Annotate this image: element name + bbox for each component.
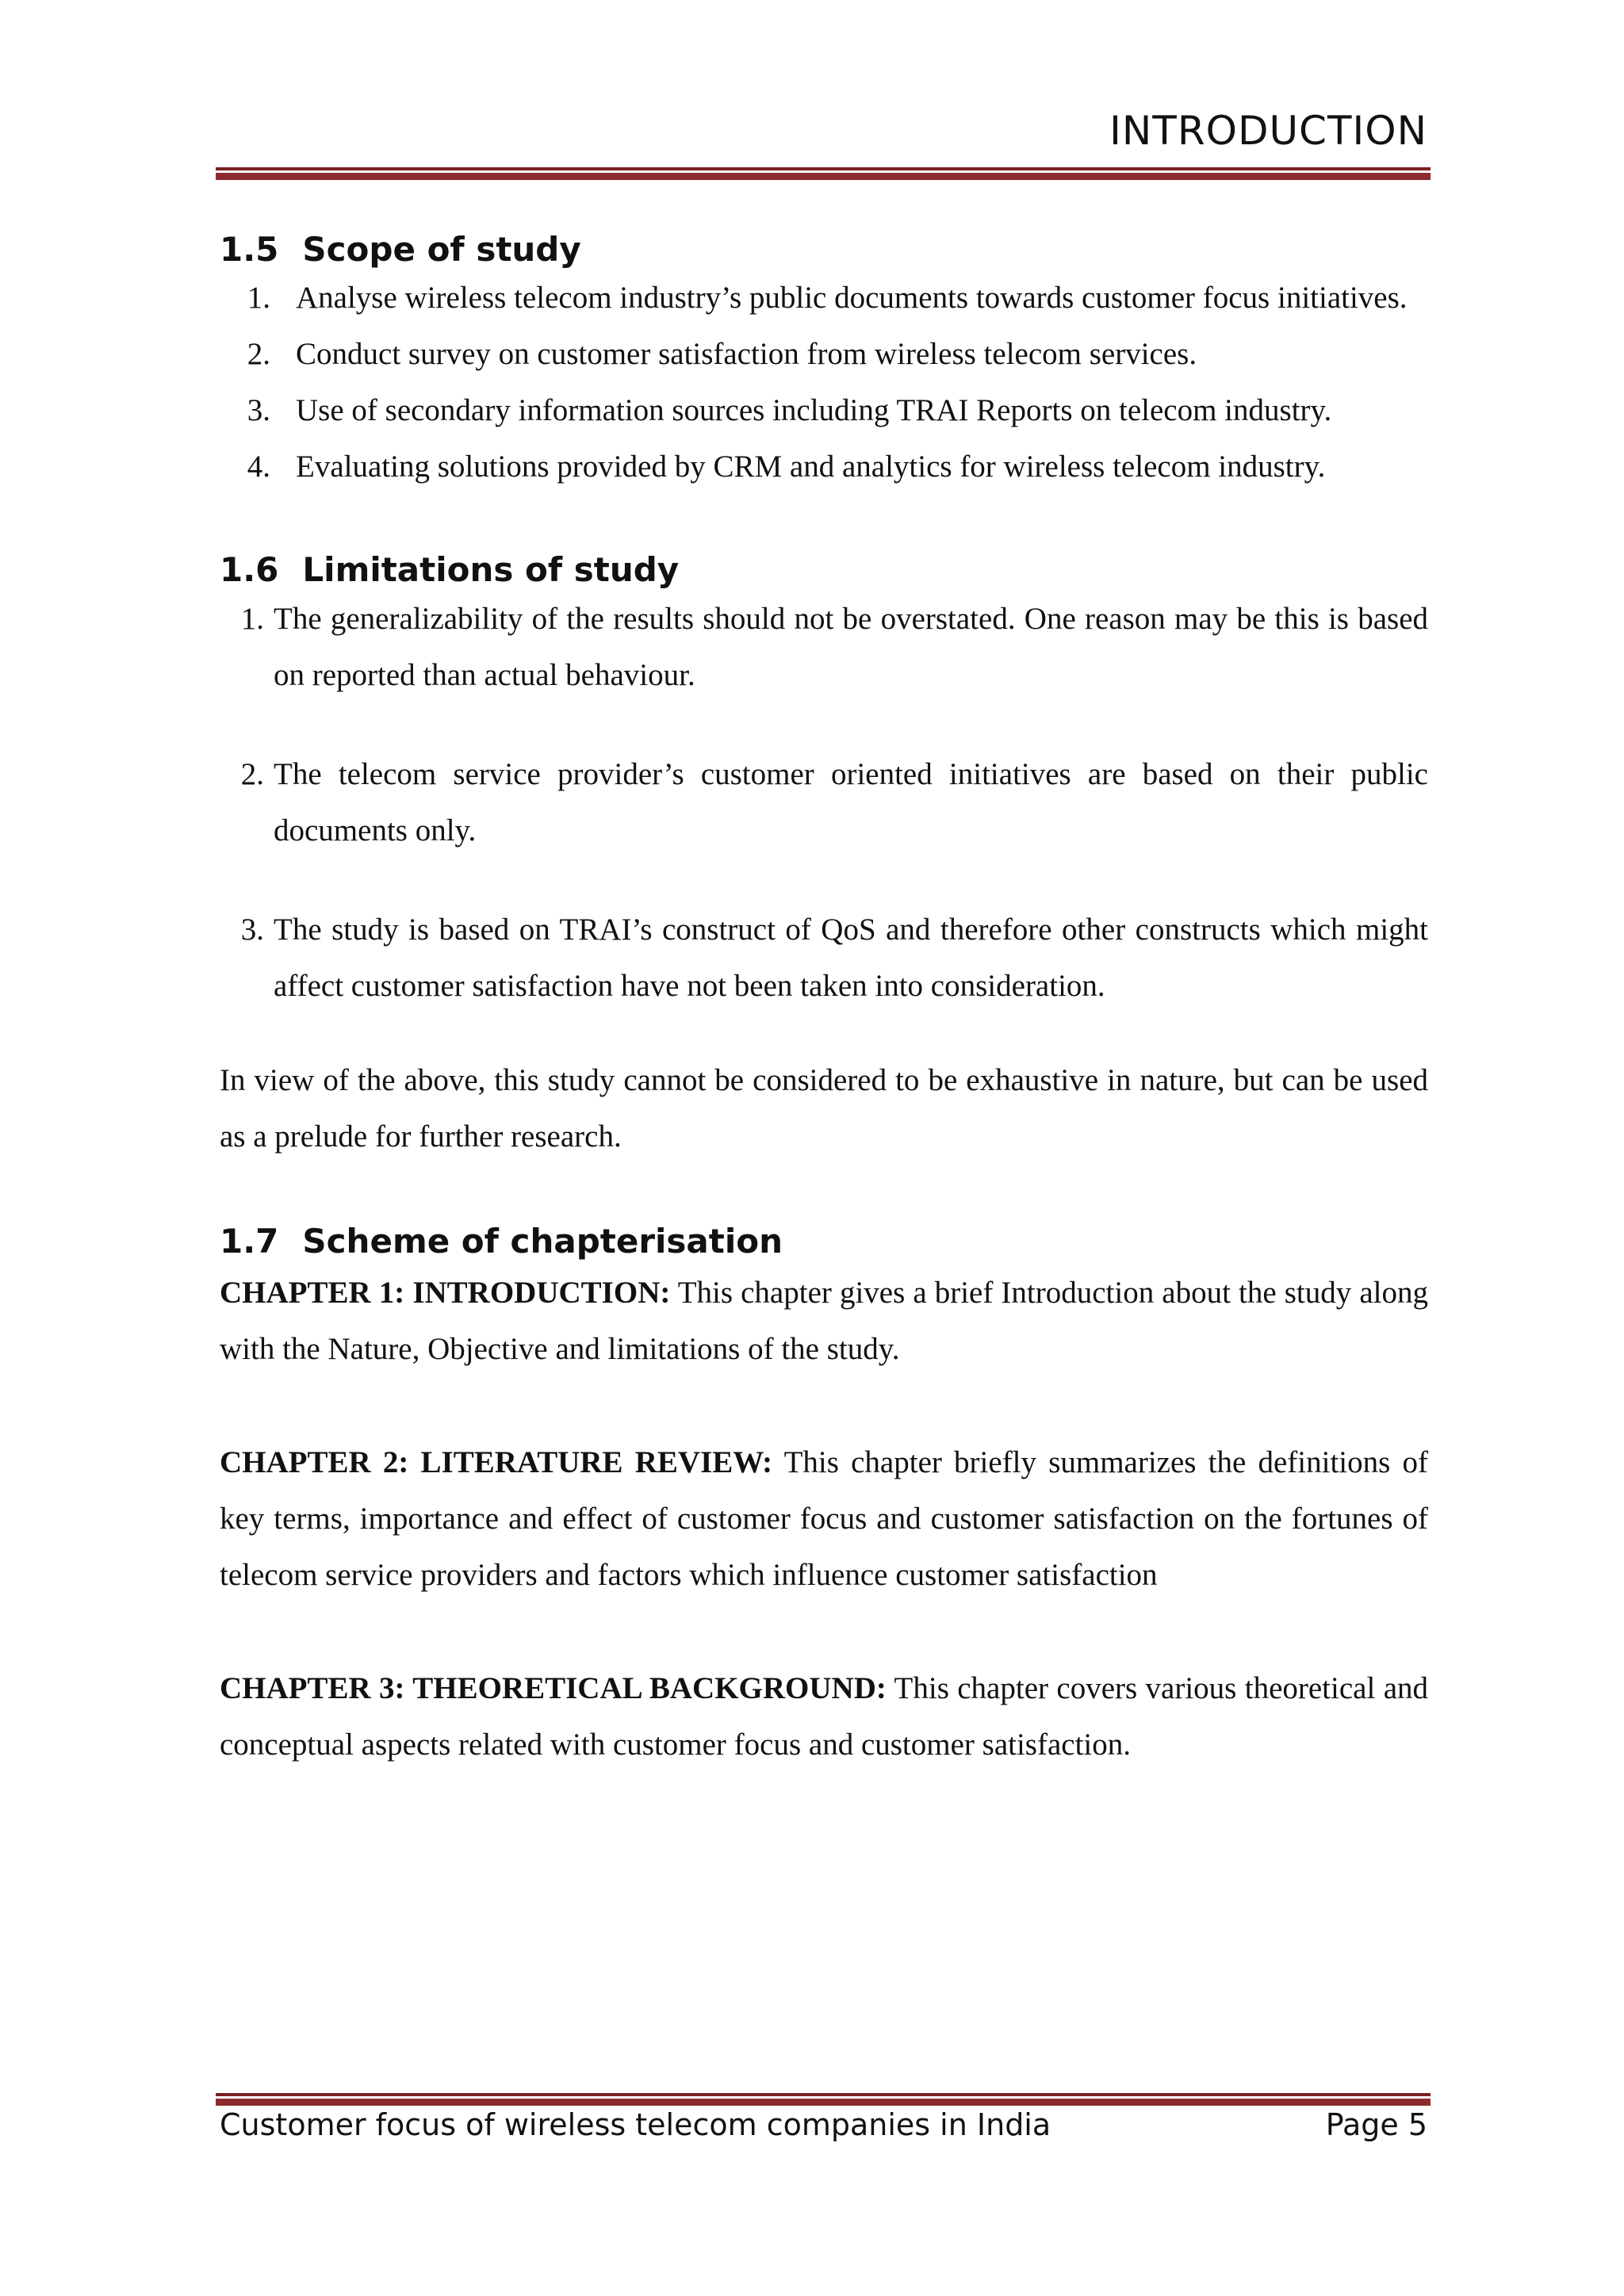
section-heading-scheme <box>220 1222 1428 1261</box>
section-title: Limitations of study <box>302 550 680 590</box>
chapter-text: This chapter covers various theoretical and conceptual aspects related with customer focus and customer satisfaction. <box>220 1671 1428 1762</box>
list-text: The study is based on TRAI’s construct of QoS and therefore other constructs which might affect customer satisfaction have not been taken into consideration. <box>274 912 1428 1003</box>
list-number: 4. <box>247 450 270 484</box>
section-number: 1.6 <box>220 550 279 590</box>
page-number: Page 5 <box>1325 2107 1427 2142</box>
running-header: INTRODUCTION <box>1109 108 1427 154</box>
chapter-description <box>220 1660 1428 1773</box>
header-rule <box>216 167 1431 180</box>
chapter-text: This chapter gives a brief Introduction about the study along with the Nature, Objective and limitations of the study. <box>220 1276 1428 1367</box>
list-text: Analyse wireless telecom industry’s public documents towards customer focus initiatives. <box>296 281 1408 316</box>
limitations-conclusion: In view of the above, this study cannot be considered to be exhaustive in nature, but can be used as a prelude for further research. <box>220 1062 1428 1154</box>
list-item <box>220 901 1428 1014</box>
list-text: Conduct survey on customer satisfaction from wireless telecom services. <box>296 337 1197 372</box>
chapter-label: CHAPTER 3: THEORETICAL BACKGROUND: <box>220 1671 887 1706</box>
chapter-label: CHAPTER 1: INTRODUCTION: <box>220 1276 671 1311</box>
list-item <box>220 746 1428 859</box>
section-title: Scheme of chapterisation <box>302 1221 783 1261</box>
section-number: 1.7 <box>220 1221 279 1261</box>
section-heading-limitations <box>220 550 1428 590</box>
chapter-text: This chapter briefly summarizes the definitions of key terms, importance and effect of customer focus and customer satisfaction on the fortunes of telecom service providers and factors which influence customer satisfaction <box>220 1445 1428 1593</box>
list-item <box>220 382 1428 438</box>
list-number: 1. <box>240 601 264 636</box>
section-title: Scope of study <box>302 230 581 269</box>
list-item <box>220 326 1428 382</box>
chapter-description <box>220 1265 1428 1377</box>
page-content <box>220 230 1428 1830</box>
chapter-description <box>220 1434 1428 1603</box>
footer-title: Customer focus of wireless telecom companies in India <box>220 2107 1051 2142</box>
section-number: 1.5 <box>220 230 279 269</box>
section-heading-scope <box>220 230 1428 270</box>
footer-rule <box>216 2093 1431 2106</box>
list-text: Evaluating solutions provided by CRM and analytics for wireless telecom industry. <box>296 450 1326 484</box>
list-number: 3. <box>240 912 264 947</box>
list-number: 3. <box>247 393 270 428</box>
list-text: The telecom service provider’s customer oriented initiatives are based on their public documents only. <box>274 756 1428 848</box>
list-item <box>220 591 1428 703</box>
chapter-label: CHAPTER 2: LITERATURE REVIEW: <box>220 1445 773 1480</box>
list-item <box>220 438 1428 495</box>
scope-list <box>220 270 1428 495</box>
list-text: Use of secondary information sources including TRAI Reports on telecom industry. <box>296 393 1332 428</box>
list-item <box>220 270 1428 326</box>
limitations-list <box>220 591 1428 1014</box>
list-number: 1. <box>247 281 270 316</box>
list-number: 2. <box>247 337 270 372</box>
list-text: The generalizability of the results should not be overstated. One reason may be this is based on reported than actual behaviour. <box>274 601 1428 692</box>
list-number: 2. <box>240 756 264 791</box>
